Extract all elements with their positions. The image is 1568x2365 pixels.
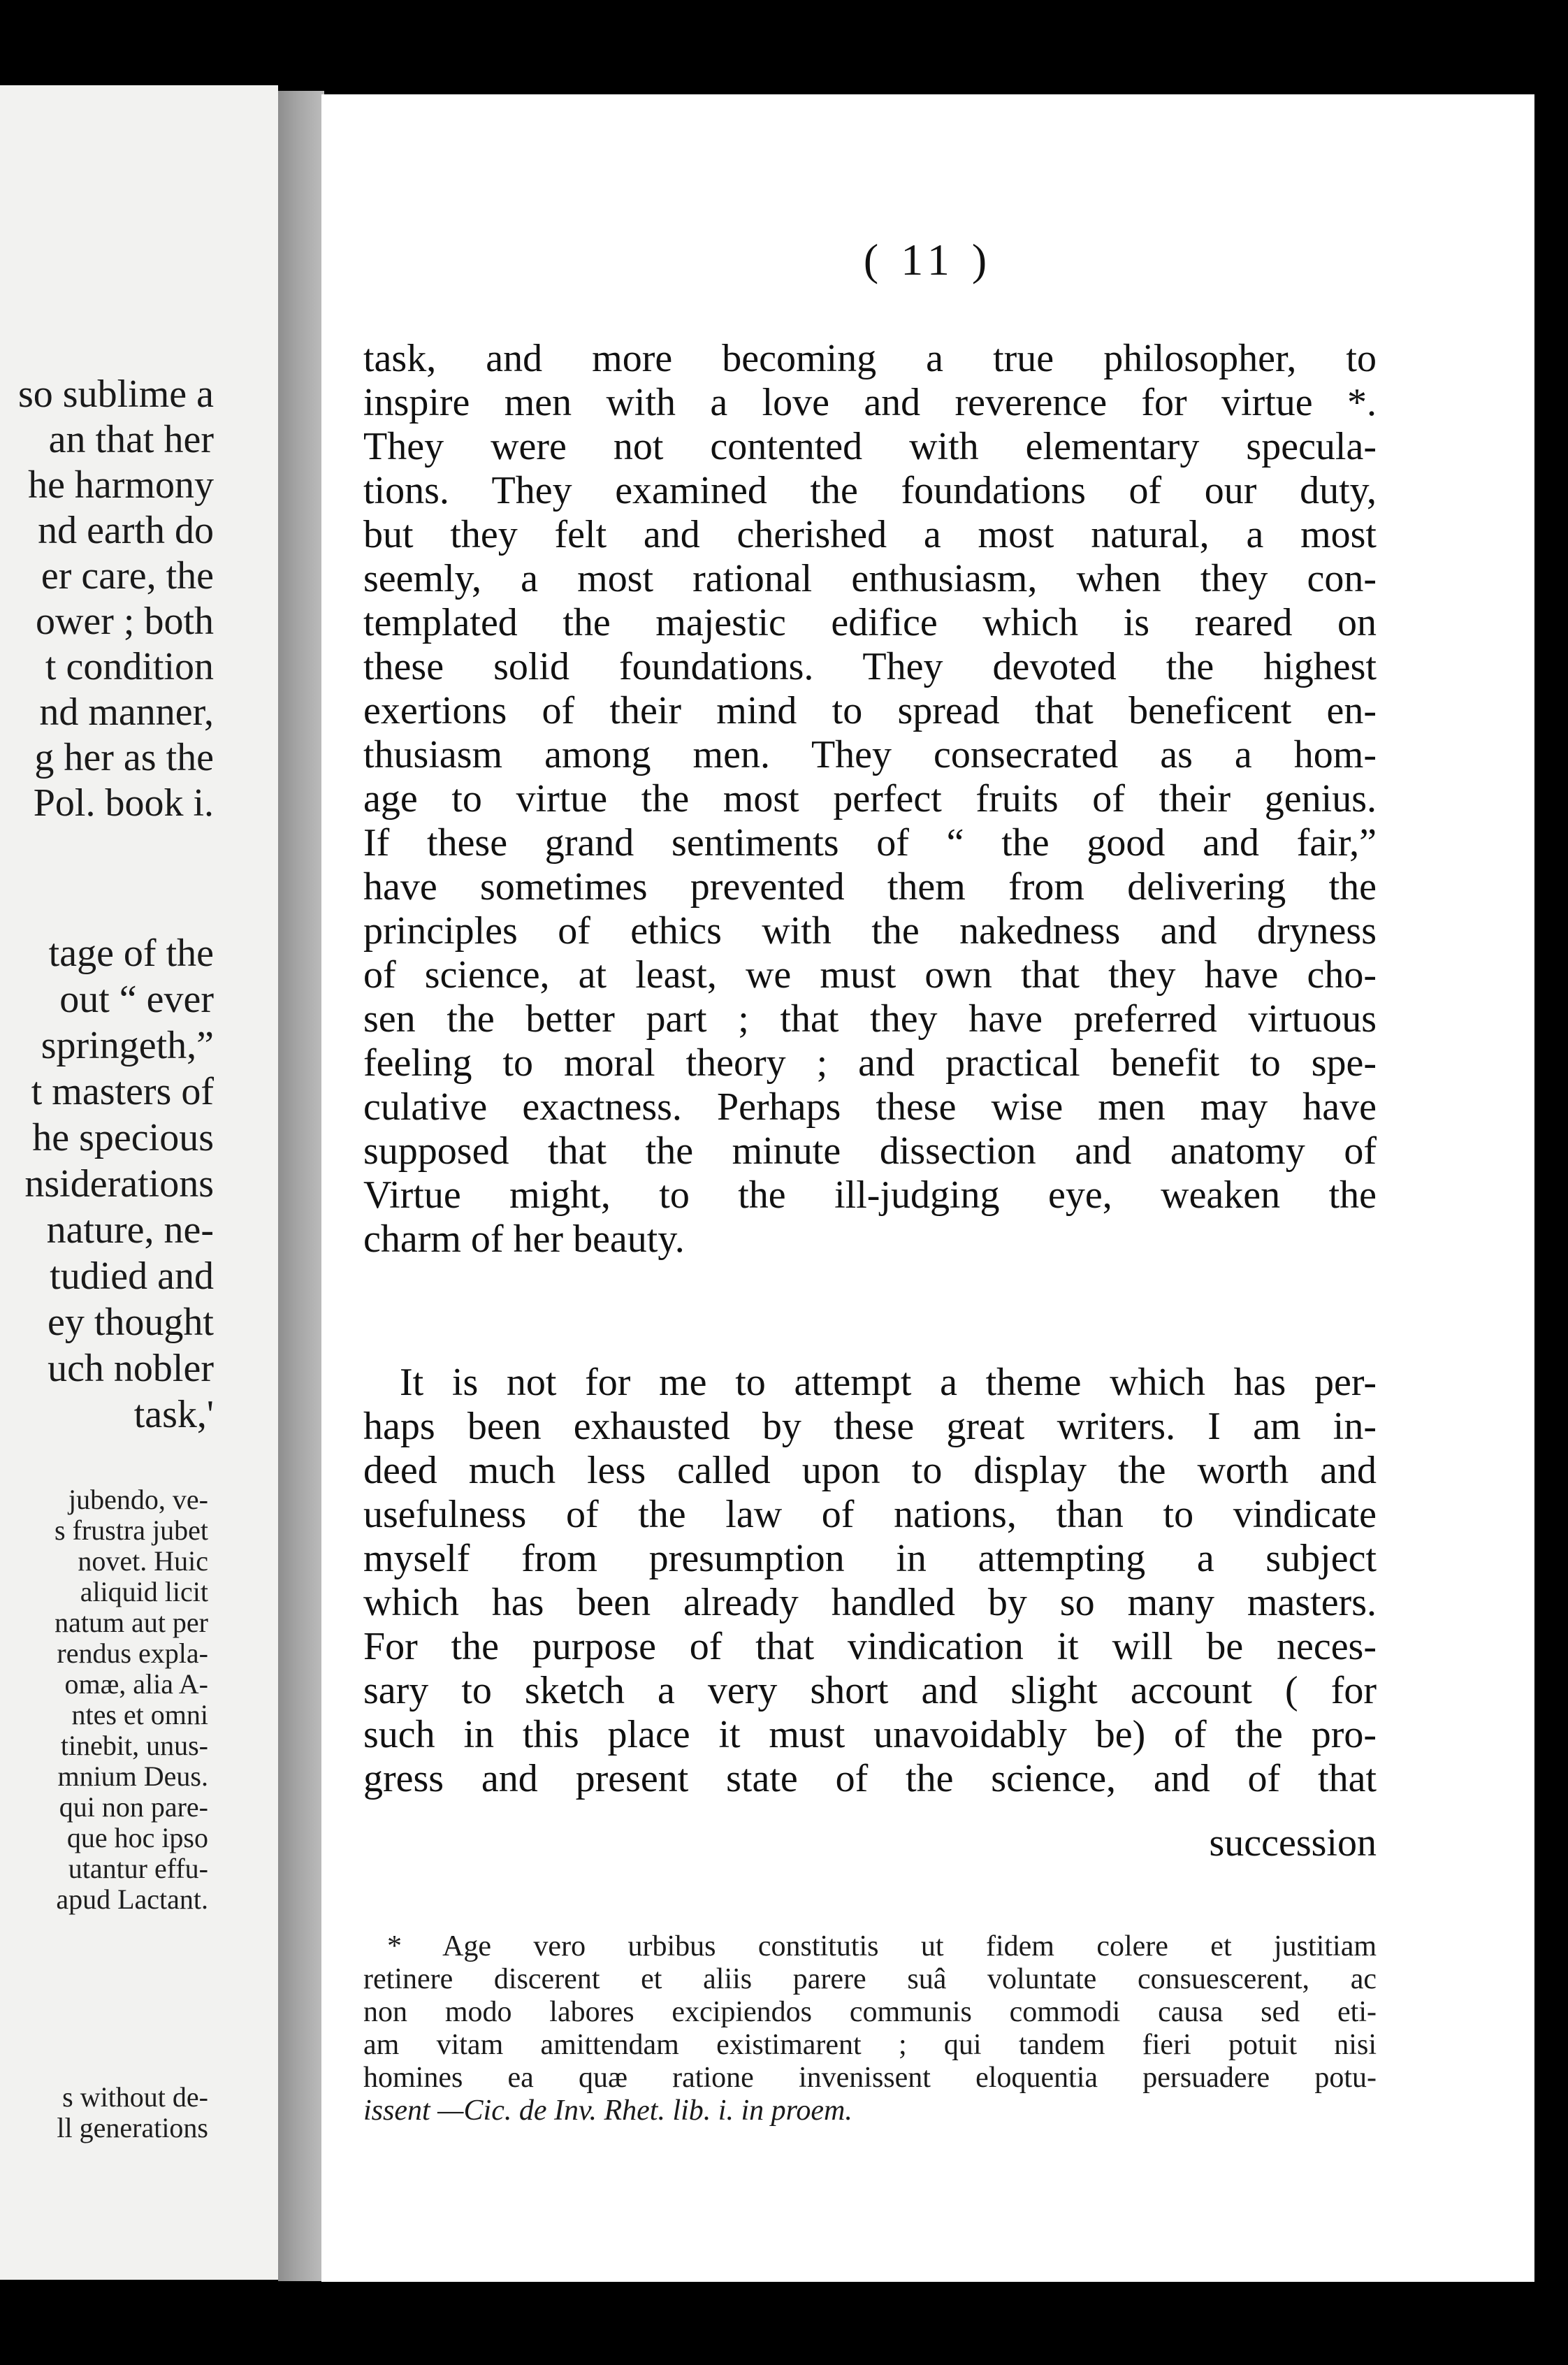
paragraph-line: tions. They examined the foundations of our duty, [363,469,1377,512]
paragraph-line: such in this place it must unavoidably be) of the pro- [363,1713,1377,1756]
paragraph-line: sen the better part ; that they have preferred virtuous [363,997,1377,1041]
paragraph-line: age to virtue the most perfect fruits of their genius. [363,777,1377,820]
facing-page-line: springeth,” [41,1024,214,1067]
facing-page-line: t condition [45,645,214,688]
paragraph-line: templated the majestic edifice which is reared on [363,601,1377,644]
paragraph-line: myself from presumption in attempting a subject [363,1537,1377,1580]
paragraph-line: gress and present state of the science, and of that [363,1757,1377,1800]
facing-page-line: an that her [48,418,214,461]
facing-page-line: uch nobler [48,1347,214,1390]
paragraph-line: of science, at least, we must own that they have cho- [363,953,1377,997]
paragraph-line: They were not contented with elementary specula- [363,425,1377,468]
facing-page-note-line: novet. Huic [78,1545,208,1577]
footnote-line: retinere discerent et aliis parere suâ voluntate consuescerent, ac [363,1963,1377,1995]
facing-page-line: out “ ever [59,978,214,1021]
facing-page-line: nd manner, [39,690,214,734]
book-page [321,94,1534,2282]
facing-page-line: ower ; both [35,600,214,643]
facing-page-note-line: ntes et omni [71,1699,208,1730]
paragraph-line: principles of ethics with the nakedness and dryness [363,909,1377,953]
facing-page-line: so sublime a [18,373,214,416]
paragraph-line: haps been exhausted by these great writers. I am in- [363,1405,1377,1448]
facing-page-line: task,' [133,1393,214,1436]
facing-page-line: nsiderations [24,1162,214,1206]
paragraph-line: task, and more becoming a true philosopher, to [363,337,1377,380]
facing-page-note-line: que hoc ipso [66,1822,208,1853]
paragraph-line: deed much less called upon to display the worth and [363,1449,1377,1492]
facing-page [0,85,278,2280]
facing-page-note-line: s frustra jubet [55,1514,208,1546]
facing-page-note-line: omæ, alia A- [64,1668,208,1700]
footnote-line: am vitam amittendam existimarent ; qui tandem fieri potuit nisi [363,2029,1377,2061]
facing-page-note-line: qui non pare- [59,1791,208,1823]
paragraph-line: For the purpose of that vindication it will be neces- [363,1625,1377,1668]
paragraph-line: feeling to moral theory ; and practical benefit to spe- [363,1041,1377,1085]
facing-page-line: tudied and [50,1254,214,1298]
facing-page-note-line: s without de- [62,2081,208,2113]
footnote-line: non modo labores excipiendos communis commodi causa sed eti- [363,1996,1377,2028]
facing-page-line: tage of the [48,932,214,975]
facing-page-line: er care, the [41,554,214,598]
paragraph-line: these solid foundations. They devoted the highest [363,645,1377,688]
facing-page-line: nature, ne- [46,1208,214,1252]
paragraph-line: which has been already handled by so many masters. [363,1581,1377,1624]
facing-page-line: t masters of [31,1070,214,1113]
paragraph-line: but they felt and cherished a most natural, a most [363,513,1377,556]
paragraph-line: have sometimes prevented them from delivering the [363,865,1377,909]
paragraph-line: Virtue might, to the ill-judging eye, weaken the [363,1173,1377,1217]
facing-page-line: he harmony [28,463,214,507]
facing-page-line: he specious [32,1116,214,1159]
facing-page-line: ey thought [48,1301,214,1344]
paragraph-line: It is not for me to attempt a theme which has per- [400,1361,1377,1404]
facing-page-note-line: aliquid licit [80,1576,208,1607]
paragraph-line: If these grand sentiments of “ the good and fair,” [363,821,1377,865]
paragraph-line: charm of her beauty. [363,1217,685,1261]
facing-page-note-line: apud Lactant. [56,1883,208,1915]
paragraph-line: inspire men with a love and reverence for virtue *. [363,381,1377,424]
paragraph-line: supposed that the minute dissection and anatomy of [363,1129,1377,1173]
paragraph-line: culative exactness. Perhaps these wise men may have [363,1085,1377,1129]
facing-page-line: Pol. book i. [33,781,214,825]
facing-page-note-line: tinebit, unus- [60,1730,208,1761]
footnote-line: homines ea quæ ratione invenissent eloquentia persuadere potu- [363,2062,1377,2094]
facing-page-note-line: natum aut per [55,1607,208,1638]
paragraph-line: usefulness of the law of nations, than to vindicate [363,1493,1377,1536]
facing-page-note-line: ll generations [57,2112,208,2143]
facing-page-line: g her as the [34,736,214,779]
facing-page-note-line: utantur effu- [68,1853,208,1884]
paragraph-line: exertions of their mind to spread that beneficent en- [363,689,1377,732]
paragraph-line: sary to sketch a very short and slight account ( for [363,1669,1377,1712]
footnote-line: issent —Cic. de Inv. Rhet. lib. i. in proem. [363,2095,852,2127]
facing-page-line: nd earth do [38,509,214,552]
footnote-line: * Age vero urbibus constitutis ut fidem colere et justitiam [387,1930,1377,1962]
facing-page-note-line: rendus expla- [57,1637,208,1669]
page-gutter [278,91,324,2281]
catchword: succession [1209,1821,1377,1865]
page-number: ( 11 ) [863,235,993,284]
paragraph-line: seemly, a most rational enthusiasm, when they con- [363,557,1377,600]
paragraph-line: thusiasm among men. They consecrated as a hom- [363,733,1377,776]
facing-page-note-line: mnium Deus. [57,1760,208,1792]
facing-page-note-line: jubendo, ve- [68,1484,208,1515]
